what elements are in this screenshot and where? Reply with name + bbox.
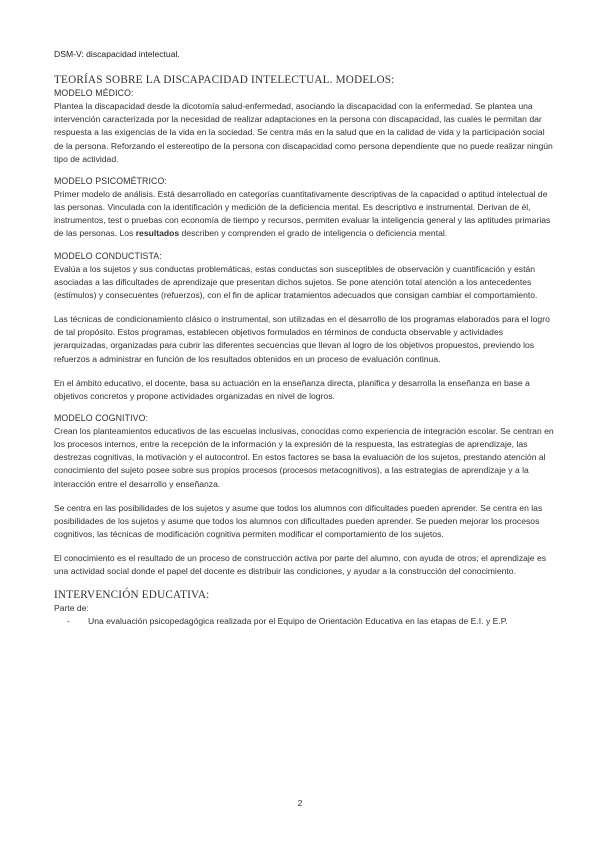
list-item — [54, 615, 554, 628]
section-modelo-cognitivo — [54, 412, 554, 579]
paragraph-conductista-2: Las técnicas de condicionamiento clásico o instrumental, son utilizadas en el desarrollo de los programas elaborados para el logro de tal propósito. Estos programas, establecen objetivos formulados en términos de conducta observable y actividades jerarquizadas, organizadas para cubrir las diferentes secuencias que llevan al logro de los objetivos propuestos, previendo los refuerzos a administrar en función de los resultados obtenidos en un proceso de evaluación continua. — [54, 314, 550, 364]
paragraph-cognitivo-1: Crean los planteamientos educativos de las escuelas inclusivas, conocidas como experiencia de integración escolar. Se centran en los procesos internos, entre la recepción de la información y la expresión de la respuesta, las estrategias de aprendizaje, las destrezas cognitivas, la motivación y el autocontrol. En estos factores se basa la evaluación de los sujetos, prestando atención al conocimiento del sujeto posee sobre sus propios procesos (procesos metacognitivos), a las estrategias de aprendizaje y a la interacción entre el desarrollo y enseñanza. — [54, 425, 554, 489]
intervencion-list — [54, 615, 554, 628]
paragraph-modelo-psicometrico — [54, 188, 554, 241]
heading-modelo-medico: MODELO MÉDICO: — [54, 88, 134, 99]
psicometrico-bold-word: resultados — [135, 228, 180, 239]
dsm-line: DSM-V: discapacidad intelectual. — [54, 49, 180, 59]
main-title: TEORÍAS SOBRE LA DISCAPACIDAD INTELECTUAL. MODELOS: — [54, 74, 395, 87]
section-modelo-medico — [54, 87, 554, 166]
list-item-text: Una evaluación psicopedagógica realizada por el Equipo de Orientación Educativa en las etapas de E.I. y E.P. — [88, 615, 508, 626]
paragraph-conductista-1: Evalúa a los sujetos y sus conductas problemáticas, estas conductas son susceptibles de observación y cuantificación y están asociadas a las dificultades de aprendizaje que presentan dichos sujetos. Se pone atención total atención a los antecedentes (estímulos) y consecuentes (refuerzos), con el fin de aplicar tratamientos adecuados que consigan cambiar el comportamiento. — [54, 263, 538, 300]
section-modelo-conductista — [54, 250, 554, 403]
psicometrico-text-before: Primer modelo de análisis. Está desarrollado en categorías cuantitativamente descriptivas de la capacidad o aptitud intelectual de las personas. Vinculada con la identificación y medición de la deficiencia mental. Es descriptivo e instrumental. Derivan de él, instrumentos, test o pruebas con economía de tiempo y recursos, permiten evaluar la inteligencia general y las aptitudes primarias de las personas. Los — [54, 188, 551, 239]
page-number: 2 — [297, 798, 303, 808]
section-modelo-psicometrico — [54, 175, 554, 241]
intervencion-title: INTERVENCIÓN EDUCATIVA: — [54, 588, 210, 601]
paragraph-modelo-medico: Plantea la discapacidad desde la dicotomía salud-enfermedad, asociando la discapacidad con la enfermedad. Se plantea una intervención caracterizada por la necesidad de realizar adaptaciones en la persona con discapacidad, las cuales le permitan dar respuesta a las exigencias de la vida en la sociedad. Se centra más en la salud que en la calidad de vida y la participación social de la persona. Reforzando el estereotipo de la persona con discapacidad como persona dependiente que no puede realizar ningún tipo de actividad. — [54, 101, 553, 164]
paragraph-cognitivo-2: Se centra en las posibilidades de los sujetos y asume que todos los alumnos con dificultades pueden aprender. Se centra en las posibilidades de los sujetos y asume que todos los alumnos con dificultades pueden aprender. Se pueden mejorar los procesos cognitivos, las técnicas de modificación cognitiva permiten modificar el comportamiento de los sujetos. — [54, 502, 543, 540]
intervencion-intro: Parte de: — [54, 602, 89, 613]
page-content — [54, 48, 554, 637]
paragraph-conductista-3: En el ámbito educativo, el docente, basa su actuación en la enseñanza directa, planifica y desarrolla la enseñanza en base a objetivos concretos y propone actividades organizadas en nivel de logros. — [54, 377, 530, 401]
section-intervencion — [54, 588, 554, 628]
heading-modelo-psicometrico: MODELO PSICOMÉTRICO: — [54, 175, 167, 186]
list-dash: - — [67, 615, 70, 626]
psicometrico-text-after: describen y comprenden el grado de inteligencia o deficiencia mental. — [179, 228, 448, 239]
heading-modelo-conductista: MODELO CONDUCTISTA: — [54, 250, 162, 261]
heading-modelo-cognitivo: MODELO COGNITIVO: — [54, 412, 149, 423]
paragraph-cognitivo-3: El conocimiento es el resultado de un proceso de construcción activa por parte del alumno, con ayuda de otros; el aprendizaje es una actividad social donde el papel del docente es distribuir las condiciones, y ayudar a la construcción del conocimiento. — [54, 553, 547, 577]
